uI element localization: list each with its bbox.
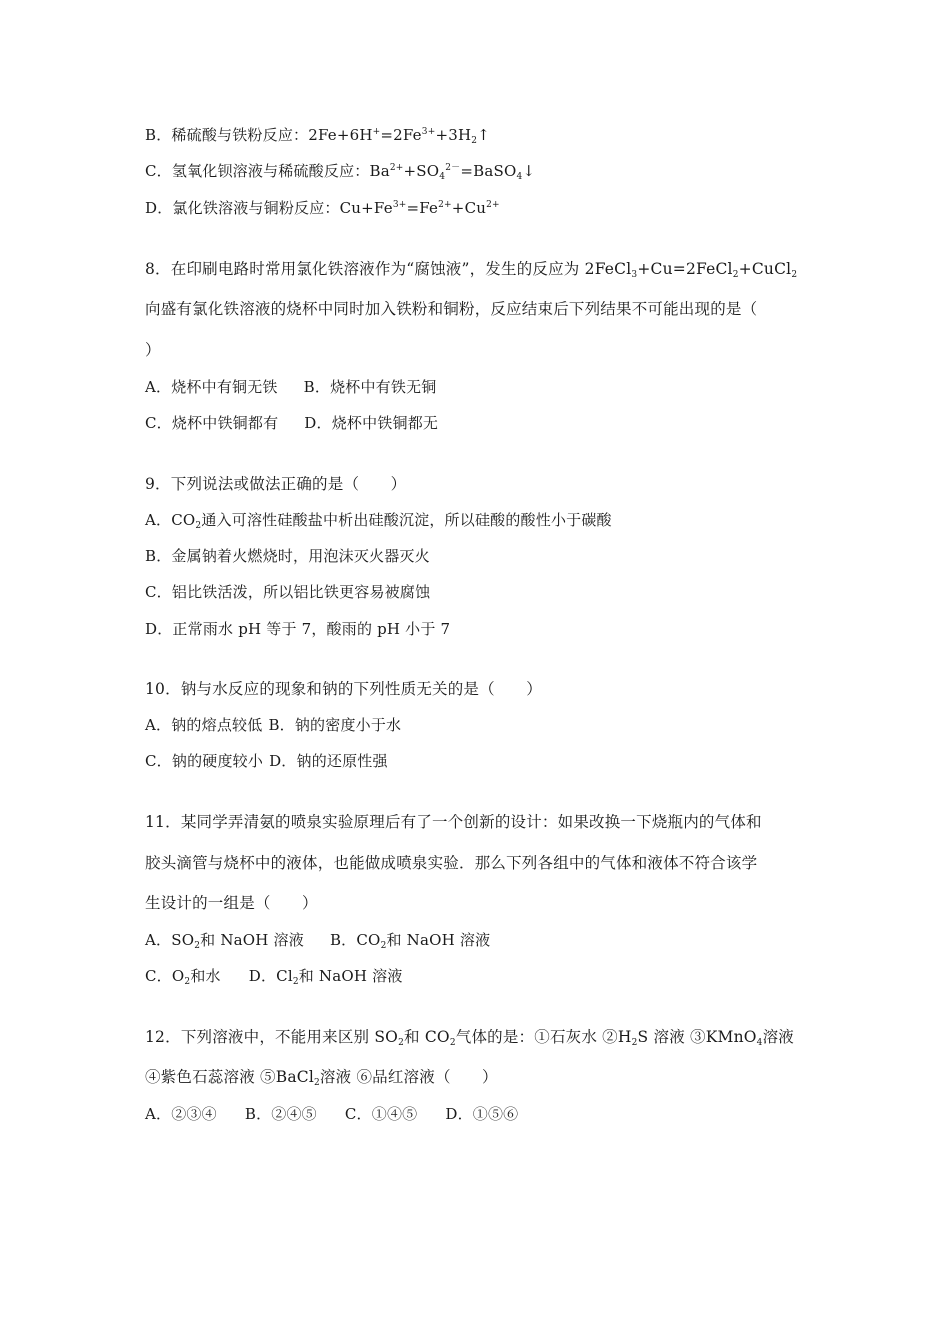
q12-options-row — [145, 1104, 518, 1124]
q11-option-c: C．$O_2$和水 — [145, 967, 221, 987]
q11-options-row-2 — [145, 966, 403, 986]
q12-option-b: B．②④⑤ — [244, 1105, 317, 1123]
q8-options-row-2 — [145, 413, 438, 433]
q8-option-c: C．烧杯中铁铜都有 — [145, 414, 279, 432]
q10-option-c: C．钠的硬度较小 — [145, 752, 264, 770]
q9-option-b: B．金属钠着火燃烧时，用泡沫灭火器灭火 — [145, 547, 430, 565]
q10-option-b: B．钠的密度小于水 — [268, 716, 402, 734]
q11-option-a: A．$SO_2$和 NaOH 溶液 — [145, 931, 304, 951]
q10-stem: 10．钠与水反应的现象和钠的下列性质无关的是（ ） — [145, 680, 542, 698]
q9-option-a: A．$CO_2$通入可溶性硅酸盐中析出硅酸沉淀，所以硅酸的酸性小于碳酸 — [145, 511, 612, 531]
q7-option-d: D．氯化铁溶液与铜粉反应：$Cu+Fe^{3+}=Fe^{2+}+Cu^{2+}$ — [145, 199, 500, 217]
q8-stem-line-3: ） — [145, 341, 161, 359]
q11-stem-line-1: 11．某同学弄清氨的喷泉实验原理后有了一个创新的设计：如果改换一下烧瓶内的气体和 — [145, 813, 762, 831]
q11-option-d: D．$Cl_2$和 NaOH 溶液 — [248, 967, 403, 987]
q12-stem-line-1: 12．下列溶液中，不能用来区别 $SO_2$和 $CO_2$气体的是：①石灰水 $②H_2S$ 溶液 ③KMnO$_4$溶液 — [145, 1028, 795, 1048]
q8-options-row-1 — [145, 377, 436, 397]
q8-option-b: B．烧杯中有铁无铜 — [303, 378, 437, 396]
q12-option-c: C．①④⑤ — [344, 1105, 418, 1123]
q8-option-a: A．烧杯中有铜无铁 — [145, 378, 278, 396]
q7-option-b: B．稀硫酸与铁粉反应：$2Fe+6H^+=2Fe^{3+}+3H_2↑$ — [145, 126, 490, 146]
q10-option-a: A．钠的熔点较低 — [145, 716, 263, 734]
q12-option-d: D．①⑤⑥ — [445, 1105, 519, 1123]
q11-option-b: B．$CO_2$和 NaOH 溶液 — [329, 931, 491, 951]
q11-options-row-1 — [145, 930, 490, 950]
q11-stem-line-2: 胶头滴管与烧杯中的液体，也能做成喷泉实验．那么下列各组中的气体和液体不符合该学 — [145, 854, 758, 872]
q12-option-a: A．②③④ — [145, 1105, 217, 1123]
q9-option-c: C．铝比铁活泼，所以铝比铁更容易被腐蚀 — [145, 583, 431, 601]
q12-stem-line-2: ④紫色石蕊溶液 ⑤BaCl$_2$溶液 ⑥品红溶液（ ） — [145, 1068, 498, 1088]
q9-option-d: D．正常雨水 pH 等于 7，酸雨的 pH 小于 7 — [145, 620, 451, 638]
q10-options-row-1 — [145, 715, 401, 735]
q8-stem-line-1: 8．在印刷电路时常用氯化铁溶液作为“腐蚀液”，发生的反应为 2FeCl$_3$+Cu=2FeCl$_2$+CuCl$_2$ — [145, 260, 798, 280]
q9-stem: 9．下列说法或做法正确的是（ ） — [145, 475, 407, 493]
q11-stem-line-3: 生设计的一组是（ ） — [145, 894, 318, 912]
q8-stem-line-2: 向盛有氯化铁溶液的烧杯中同时加入铁粉和铜粉，反应结束后下列结果不可能出现的是（ — [145, 300, 758, 318]
q10-option-d: D．钠的还原性强 — [269, 752, 388, 770]
q7-option-c: C．氢氧化钡溶液与稀硫酸反应：$Ba^{2+}+SO_4^{2-}=BaSO_4↓$ — [145, 162, 536, 182]
q10-options-row-2 — [145, 751, 388, 771]
q8-option-d: D．烧杯中铁铜都无 — [304, 414, 439, 432]
